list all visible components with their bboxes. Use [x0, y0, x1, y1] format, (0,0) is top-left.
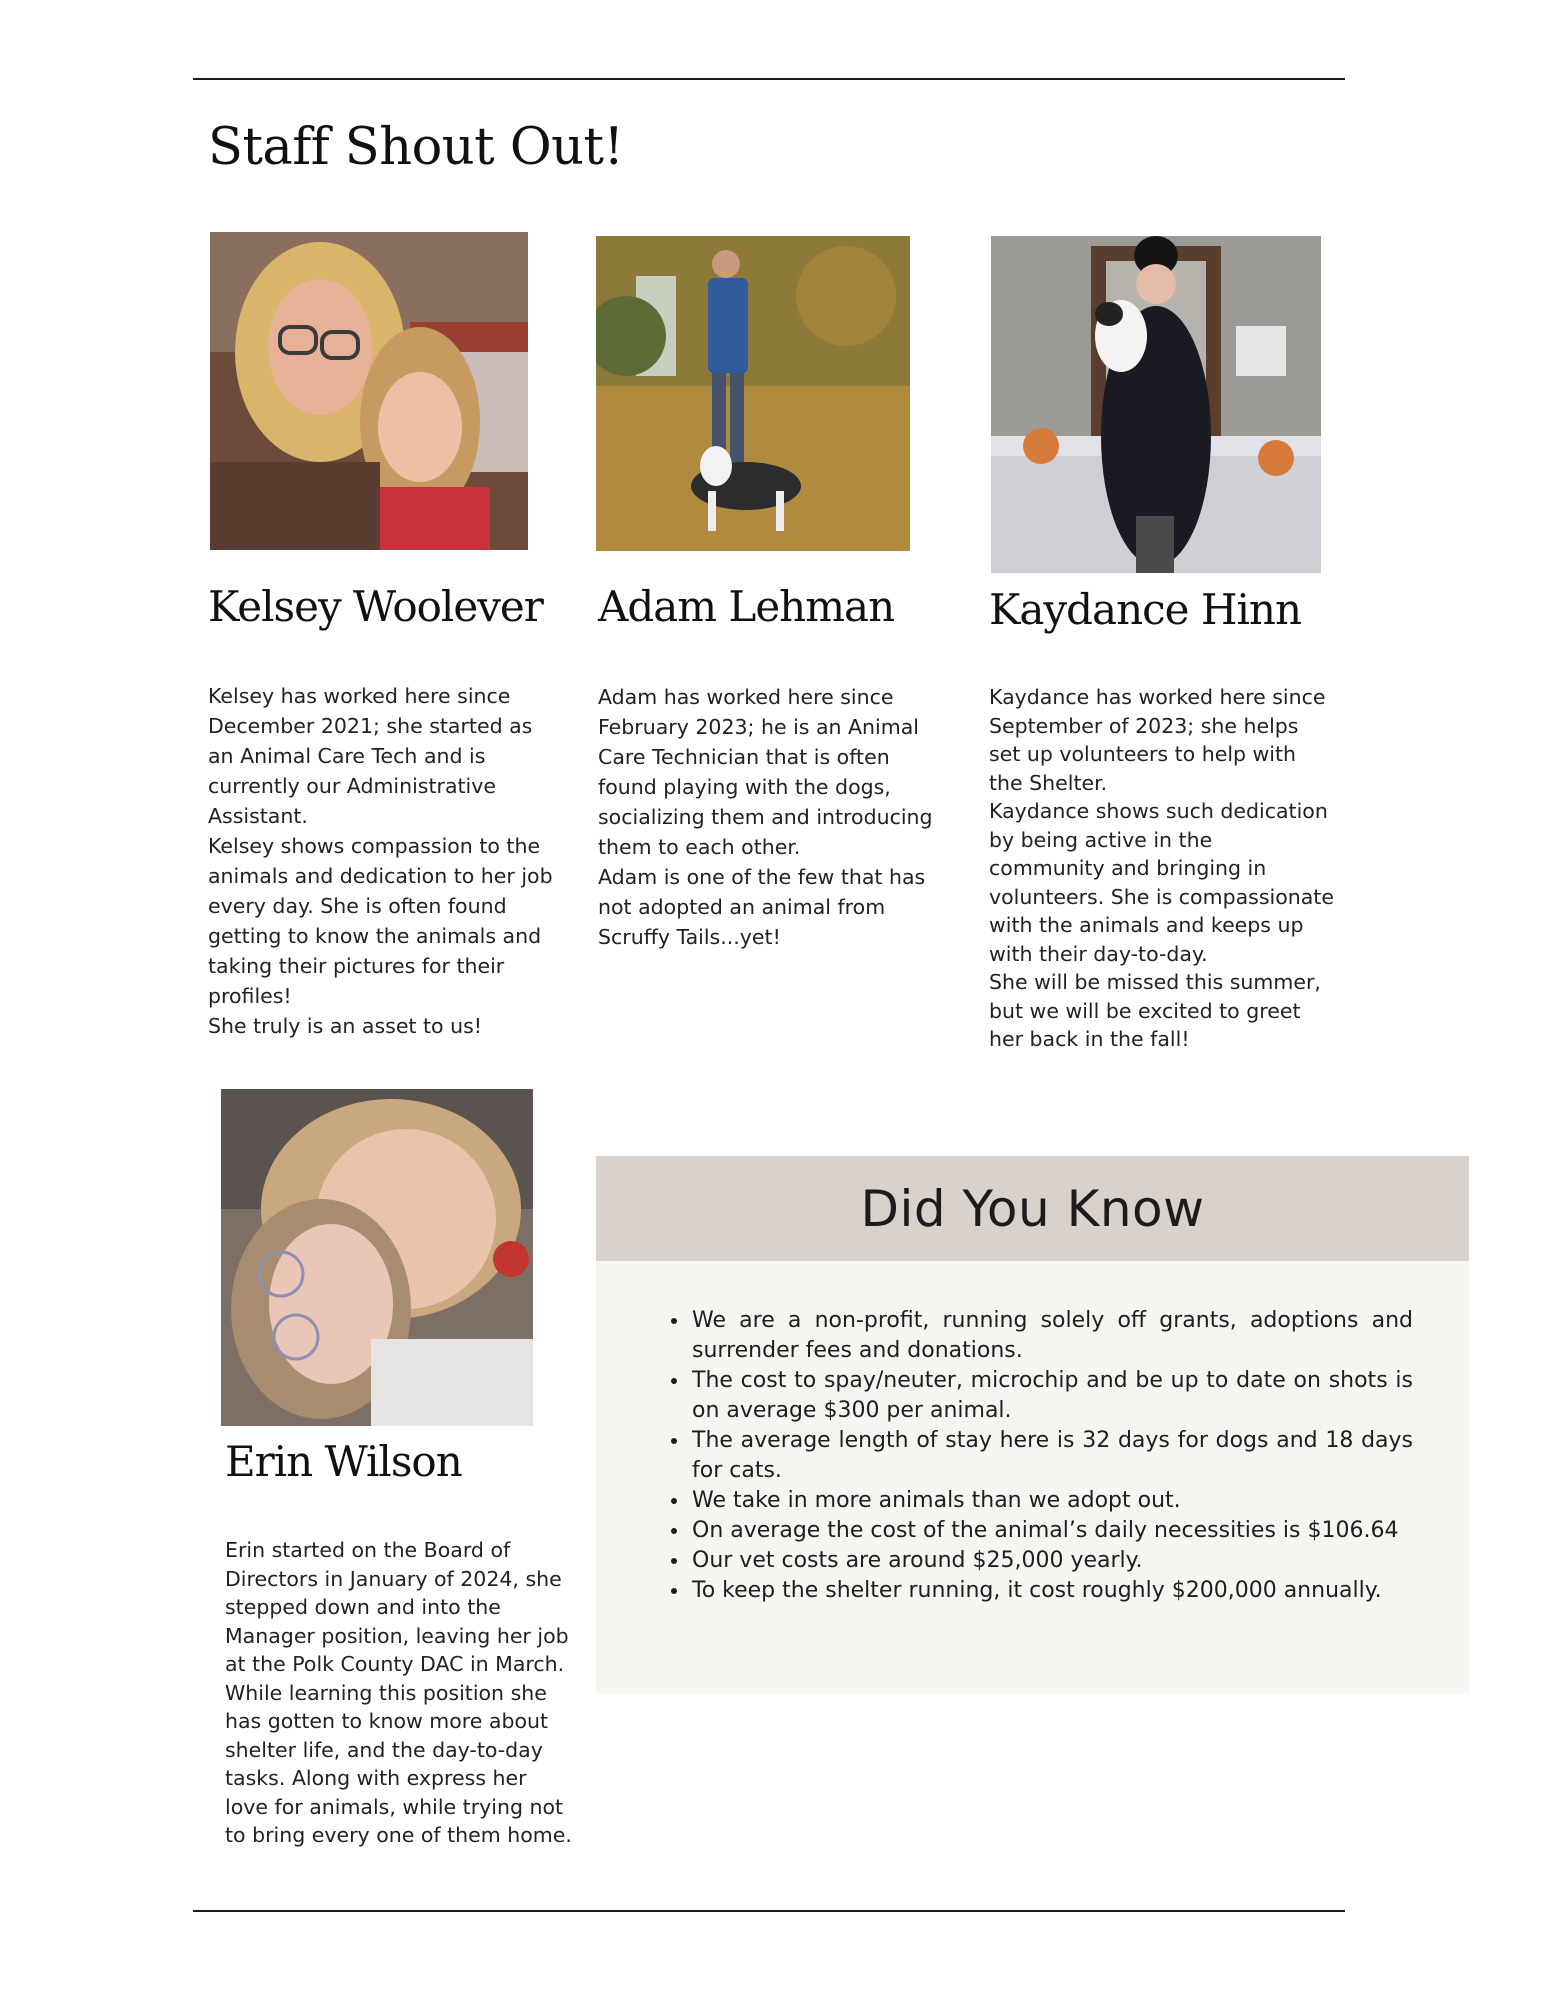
erin-bio — [225, 1536, 575, 1850]
fact-item: • We take in more animals than we adopt out. — [690, 1486, 1413, 1516]
adam-photo — [596, 236, 910, 551]
bio-paragraph: Kaydance has worked here since September of 2023; she helps set up volunteers to help with the Shelter. — [989, 685, 1326, 795]
bio-paragraph: Kaydance shows such dedication by being active in the community and bringing in volunteers. She is compassionate with the animals and keeps up with their day-to-day. — [989, 799, 1334, 966]
bio-paragraph: Adam has worked here since February 2023; he is an Animal Care Technician that is often found playing with the dogs, socializing them and introducing them to each other. — [598, 685, 933, 859]
fact-item: • Our vet costs are around $25,000 yearly. — [690, 1546, 1413, 1576]
page-title: Staff Shout Out! — [208, 118, 624, 177]
kaydance-bio — [989, 683, 1334, 1054]
bio-paragraph: She will be missed this summer, but we will be excited to greet her back in the fall! — [989, 970, 1321, 1051]
top-divider — [193, 78, 1345, 80]
adam-bio — [598, 682, 948, 952]
did-you-know-header — [596, 1156, 1469, 1261]
fact-item: • The average length of stay here is 32 days for dogs and 18 days for cats. — [690, 1426, 1413, 1486]
bio-paragraph: Kelsey has worked here since December 2021; she started as an Animal Care Tech and is currently our Administrative Assistant. — [208, 684, 533, 828]
bio-paragraph: She truly is an asset to us! — [208, 1014, 482, 1038]
did-you-know-panel — [596, 1156, 1469, 1693]
kelsey-photo — [210, 232, 528, 550]
fact-item: • The cost to spay/neuter, microchip and be up to date on shots is on average $300 per animal. — [690, 1366, 1413, 1426]
erin-photo — [221, 1089, 533, 1426]
kaydance-photo — [991, 236, 1321, 573]
staff-name-kaydance: Kaydance Hinn — [989, 585, 1302, 634]
staff-name-adam: Adam Lehman — [598, 582, 895, 631]
fact-item: • We are a non-profit, running solely off grants, adoptions and surrender fees and donations. — [690, 1306, 1413, 1366]
staff-name-kelsey: Kelsey Woolever — [208, 582, 543, 631]
staff-name-erin: Erin Wilson — [225, 1437, 462, 1486]
bio-paragraph: Erin started on the Board of Directors in January of 2024, she stepped down and into the Manager position, leaving her job at the Polk County DAC in March. — [225, 1538, 569, 1676]
bottom-divider — [193, 1910, 1345, 1912]
fact-item: • On average the cost of the animal’s daily necessities is $106.64 — [690, 1516, 1413, 1546]
bio-paragraph: While learning this position she has gotten to know more about shelter life, and the day-to-day tasks. Along with express her love for animals, while trying not to bring every one of them home. — [225, 1680, 572, 1847]
bio-paragraph: Kelsey shows compassion to the animals and dedication to her job every day. She is often found getting to know the animals and taking their pictures for their profiles! — [208, 834, 553, 1008]
facts-list — [596, 1306, 1413, 1606]
kelsey-bio — [208, 681, 553, 1041]
fact-item: • To keep the shelter running, it cost roughly $200,000 annually. — [690, 1576, 1413, 1606]
bio-paragraph: Adam is one of the few that has not adopted an animal from Scruffy Tails...yet! — [598, 865, 926, 949]
did-you-know-title: Did You Know — [860, 1179, 1205, 1238]
